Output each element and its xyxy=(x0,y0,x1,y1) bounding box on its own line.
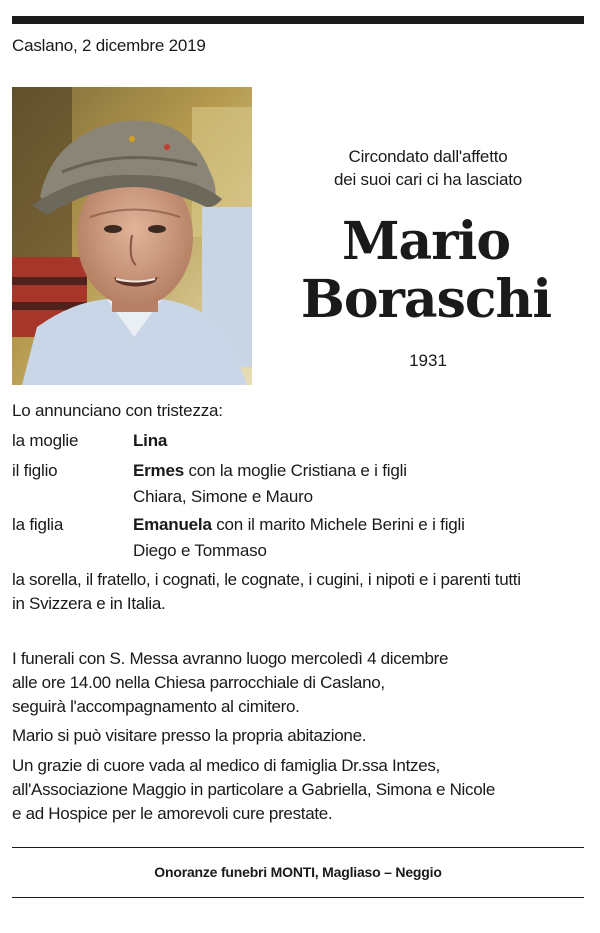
deceased-first-name: Mario xyxy=(341,211,511,272)
relative-detail-line-2: Chiara, Simone e Mauro xyxy=(133,487,313,506)
footer-bottom-rule xyxy=(12,897,584,898)
thanks-notice xyxy=(12,754,586,826)
visit-line-1: Mario si può visitare presso la propria abitazione. xyxy=(12,726,367,745)
other-relatives xyxy=(12,568,586,616)
intro-text xyxy=(296,145,560,191)
birth-year: 1931 xyxy=(409,351,447,370)
relative-detail: con la moglie Cristiana e i figli xyxy=(183,461,407,480)
relative-entry xyxy=(133,458,573,510)
thanks-line-1: Un grazie di cuore vada al medico di famiglia Dr.ssa Intzes, xyxy=(12,756,440,775)
funeral-agency: Onoranze funebri MONTI, Magliaso – Neggio xyxy=(154,864,442,880)
funeral-line-2: alle ore 14.00 nella Chiesa parrocchiale di Caslano, xyxy=(12,673,385,692)
other-relatives-line-1: la sorella, il fratello, i cognati, le cognate, i cugini, i nipoti e i parenti tutti xyxy=(12,570,521,589)
deceased-last-name: Boraschi xyxy=(300,269,552,330)
visit-notice xyxy=(12,724,586,748)
relative-label: la figlia xyxy=(12,515,64,534)
relative-label: il figlio xyxy=(12,461,58,480)
portrait-photo xyxy=(12,87,252,385)
place-date: Caslano, 2 dicembre 2019 xyxy=(12,36,206,55)
relative-label: la moglie xyxy=(12,431,79,450)
funeral-line-1: I funerali con S. Messa avranno luogo mercoledì 4 dicembre xyxy=(12,649,449,668)
funeral-line-3: seguirà l'accompagnamento al cimitero. xyxy=(12,697,300,716)
announcement-lead: Lo annunciano con tristezza: xyxy=(12,401,223,420)
funeral-notice xyxy=(12,647,586,719)
intro-line-1: Circondato dall'affetto xyxy=(348,147,508,166)
relative-entry xyxy=(133,428,573,454)
thanks-line-2: all'Associazione Maggio in particolare a Gabriella, Simona e Nicole xyxy=(12,780,496,799)
top-rule xyxy=(12,16,584,24)
relative-name: Ermes xyxy=(133,461,184,480)
other-relatives-line-2: in Svizzera e in Italia. xyxy=(12,594,166,613)
footer-top-rule xyxy=(12,847,584,848)
thanks-line-3: e ad Hospice per le amorevoli cure prestate. xyxy=(12,804,333,823)
intro-line-2: dei suoi cari ci ha lasciato xyxy=(333,170,523,189)
relative-detail-line-2: Diego e Tommaso xyxy=(133,541,267,560)
relative-detail: con il marito Michele Berini e i figli xyxy=(211,515,465,534)
relative-entry xyxy=(133,512,573,564)
relative-name: Lina xyxy=(133,431,168,450)
relative-name: Emanuela xyxy=(133,515,212,534)
